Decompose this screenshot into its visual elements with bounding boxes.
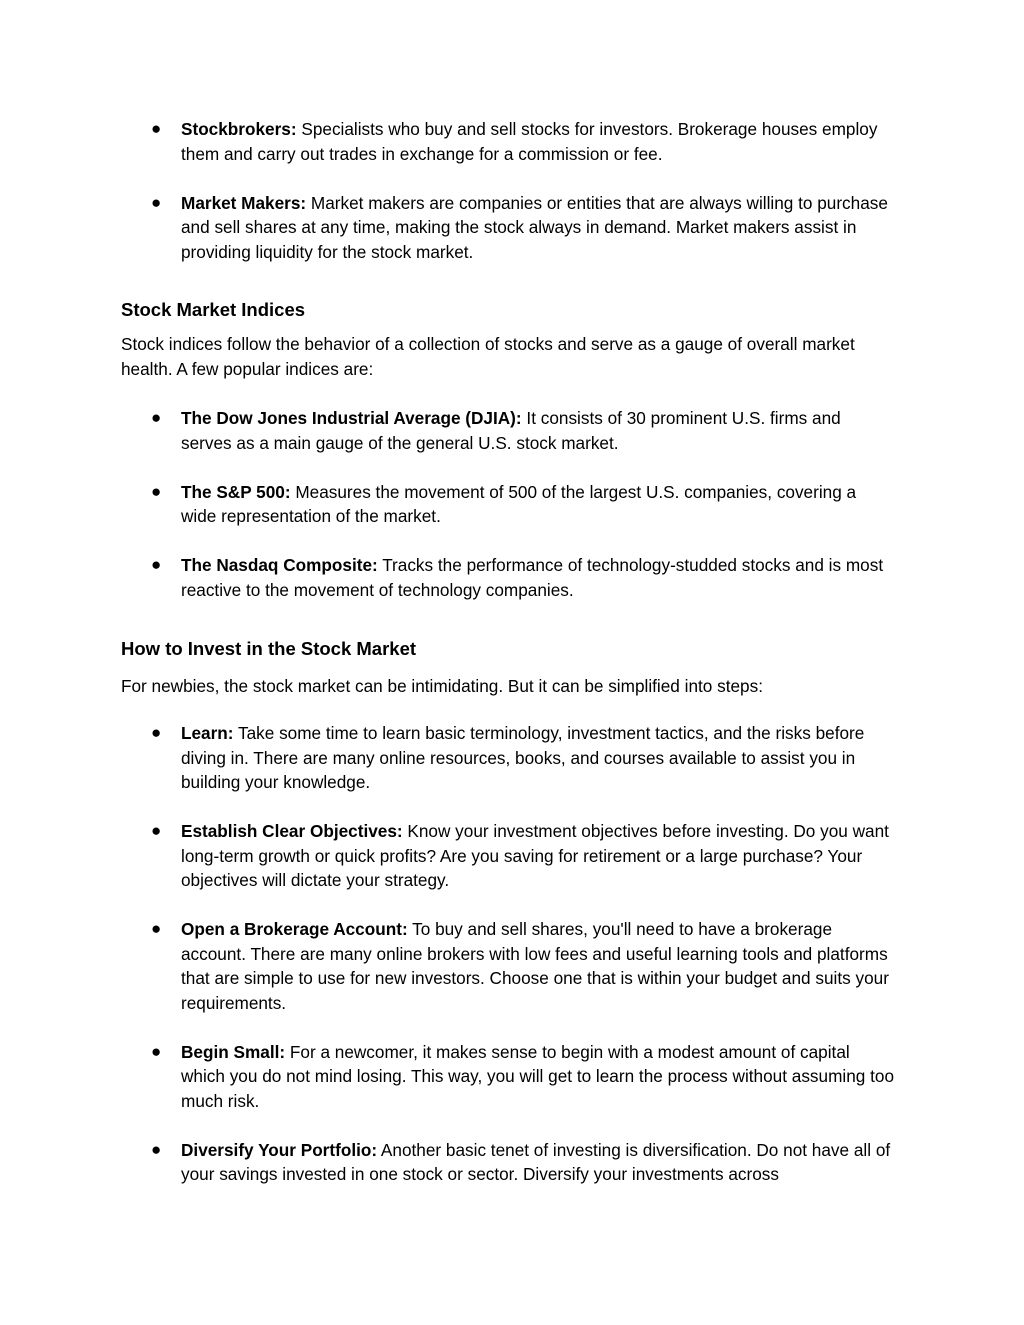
list-item (0, 553, 896, 602)
list-item-text: It consists of 30 prominent U.S. firms and serves as a main gauge of the general U.S. stock market. (181, 408, 841, 453)
bullet-icon: ● (151, 919, 162, 938)
section-heading-indices: Stock Market Indices (121, 299, 306, 320)
list-item (0, 191, 896, 265)
bullet-icon: ● (151, 555, 162, 574)
bullet-icon: ● (151, 192, 162, 212)
list-item (0, 721, 896, 795)
list-item-text: To buy and sell shares, you'll need to have a brokerage account. There are many online brokers with low fees and useful learning tools and platforms that are simple to use for new investors. Choose one that is within your budget and suits your requirements. (181, 919, 889, 1013)
list-item-term: Begin Small: (181, 1041, 286, 1062)
list-item-text: Know your investment objectives before investing. Do you want long-term growth or quick profits? Are you saving for retirement or a large purchase? Your objectives will dictate your strategy. (181, 821, 889, 890)
list-item-term: Open a Brokerage Account: (181, 919, 408, 939)
section-intro-indices: Stock indices follow the behavior of a collection of stocks and serve as a gauge of overall market health. A few popular indices are: (121, 334, 855, 379)
participants-list (0, 117, 1024, 264)
list-item-text: For a newcomer, it makes sense to begin with a modest amount of capital which you do not mind losing. This way, you will get to learn the process without assuming too much risk. (181, 1041, 895, 1111)
list-item-term: The S&P 500: (181, 481, 291, 502)
list-item-text: Another basic tenet of investing is diversification. Do not have all of your savings invested in one stock or sector. Diversify your investments across (181, 1139, 891, 1184)
list-item (0, 819, 896, 893)
list-item-term: Establish Clear Objectives: (181, 821, 403, 841)
indices-list (0, 406, 1024, 602)
list-item-text: Specialists who buy and sell stocks for investors. Brokerage houses employ them and carry out trades in exchange for a commission or fee. (181, 119, 878, 164)
list-item-term: Stockbrokers: (181, 119, 297, 139)
list-item-term: Learn: (181, 723, 234, 743)
list-item (0, 117, 896, 166)
list-item-term: The Dow Jones Industrial Average (DJIA): (181, 408, 522, 428)
list-item-term: Market Makers: (181, 192, 307, 213)
list-item-text: Measures the movement of 500 of the largest U.S. companies, covering a wide representation of the market. (181, 481, 857, 526)
section-heading-invest: How to Invest in the Stock Market (121, 638, 417, 659)
list-item-text: Tracks the performance of technology-studded stocks and is most reactive to the movement of technology companies. (181, 555, 884, 600)
list-item (0, 1040, 896, 1114)
section-intro-invest: For newbies, the stock market can be intimidating. But it can be simplified into steps: (121, 676, 763, 696)
bullet-icon: ● (151, 119, 162, 138)
list-item (0, 406, 896, 455)
list-item-term: Diversify Your Portfolio: (181, 1139, 378, 1160)
list-item-term: The Nasdaq Composite: (181, 555, 378, 575)
list-item (0, 1138, 896, 1187)
invest-steps-list (0, 721, 1024, 1187)
bullet-icon: ● (151, 408, 162, 427)
bullet-icon: ● (151, 1041, 162, 1061)
list-item (0, 480, 896, 529)
bullet-icon: ● (151, 481, 162, 501)
bullet-icon: ● (151, 723, 162, 742)
list-item (0, 917, 896, 1015)
list-item-text: Take some time to learn basic terminology, investment tactics, and the risks before diving in. There are many online resources, books, and courses available to assist you in building your knowledge. (181, 723, 865, 792)
list-item-text: Market makers are companies or entities that are always willing to purchase and sell shares at any time, making the stock always in demand. Market makers assist in providing liquidity for the stock market. (181, 192, 888, 262)
bullet-icon: ● (151, 821, 162, 840)
bullet-icon: ● (151, 1139, 162, 1159)
